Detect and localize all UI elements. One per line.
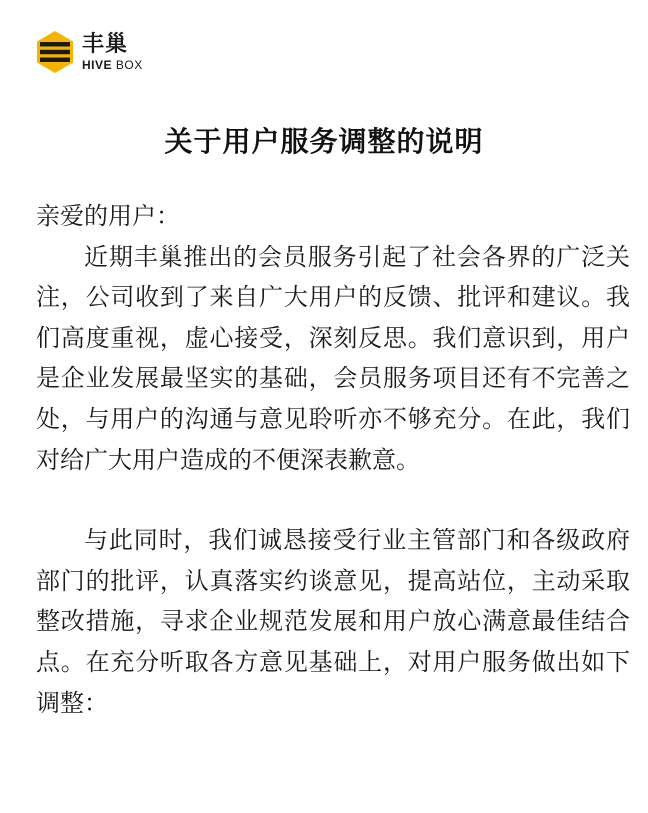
brand-name-en-bold: HIVE (82, 57, 113, 72)
brand-name-cn: 丰巢 (82, 31, 129, 57)
paragraph-adjustment: 与此同时，我们诚恳接受行业主管部门和各级政府部门的批评，认真落实约谈意见，提高站位，主动采取整改措施，寻求企业规范发展和用户放心满意最佳结合点。在充分听取各方意见基础上，对用户服务做出如下调整： (36, 526, 630, 717)
paragraph-spacer (36, 480, 630, 520)
greeting: 亲爱的用户： (36, 202, 180, 230)
brand-name-en-light: BOX (115, 57, 143, 72)
document-body (36, 196, 630, 723)
brand-logo (32, 28, 143, 76)
paragraph-apology: 近期丰巢推出的会员服务引起了社会各界的广泛关注，公司收到了来自广大用户的反馈、批评和建议。我们高度重视，虚心接受，深刻反思。我们意识到，用户是企业发展最坚实的基础，会员服务项目还有不完善之处，与用户的沟通与意见聆听亦不够充分。在此，我们对给广大用户造成的不便深表歉意。 (36, 242, 630, 474)
brand-name-en (82, 59, 143, 71)
brand-name (82, 31, 143, 72)
hive-logo-icon (32, 29, 78, 75)
page-title: 关于用户服务调整的说明 (164, 125, 484, 158)
